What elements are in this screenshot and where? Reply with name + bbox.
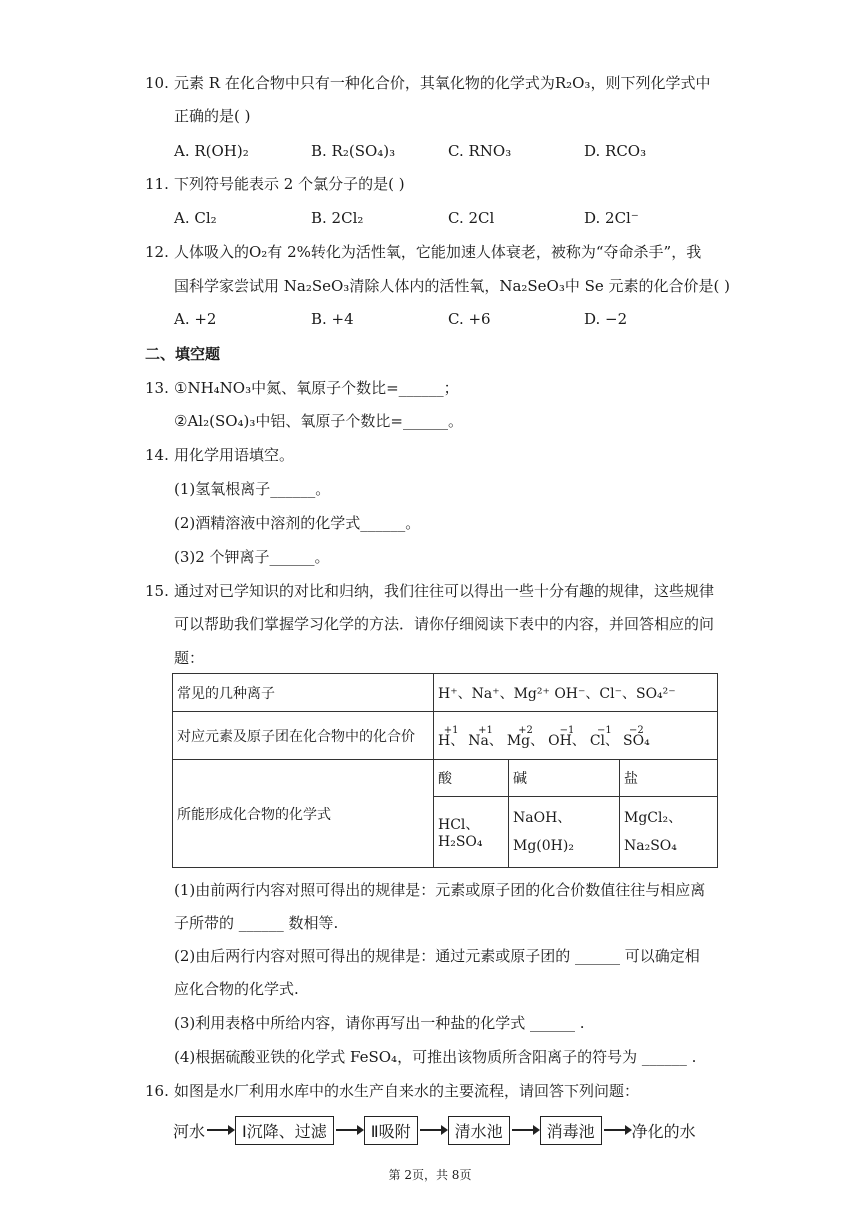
question-text: 如图是水厂利用水库中的水生产自来水的主要流程，请回答下列问题： — [174, 1082, 640, 1100]
question-text: 国科学家尝试用 Na₂SeO₃清除人体内的活性氧，Na₂SeO₃中 Se 元素的化合价是( ) — [174, 277, 731, 295]
table-label: 所能形成化合物的化学式 — [173, 760, 434, 868]
question-text: ②Al₂(SO₄)₃中铝、氧原子个数比=______。 — [174, 412, 463, 430]
flow-step: Ⅱ吸附 — [364, 1116, 418, 1145]
water-process-diagram — [173, 1114, 696, 1146]
sub-question: 子所带的 ______ 数相等. — [174, 914, 339, 932]
sub-question: (1)由前两行内容对照可得出的规律是：元素或原子团的化合价数值往往与相应离 — [174, 881, 706, 899]
arrow-icon — [420, 1129, 446, 1131]
sub-question: 应化合物的化学式. — [174, 980, 299, 998]
question-text: 通过对已学知识的对比和归纳，我们往往可以得出一些十分有趣的规律，这些规律 — [174, 582, 715, 600]
valence-mg: +2 Mg、 — [506, 724, 545, 749]
option-c: C. 2Cl — [448, 209, 495, 227]
option-c: C. +6 — [448, 310, 491, 328]
valence-so4: −2 SO₄ — [623, 724, 650, 749]
question-text: 元素 R 在化合物中只有一种化合价，其氧化物的化学式为R₂O₃，则下列化学式中 — [174, 74, 711, 92]
valence-oh: −1 OH、 — [548, 724, 586, 749]
valence-h: +1 H、 — [438, 724, 465, 749]
question-number: 11. — [145, 175, 169, 193]
question-text: 下列符号能表示 2 个氯分子的是( ) — [174, 175, 405, 193]
arrow-icon — [604, 1129, 630, 1131]
acid-header: 酸 — [434, 760, 509, 797]
page-footer: 第 2页，共 8页 — [388, 1168, 472, 1182]
option-d: D. 2Cl⁻ — [584, 209, 639, 227]
question-number: 12. — [145, 243, 169, 261]
arrow-icon — [207, 1129, 233, 1131]
table-label: 对应元素及原子团在化合物中的化合价 — [173, 712, 434, 760]
question-number: 16. — [145, 1082, 169, 1100]
base-value: NaOH、 Mg(0H)₂ — [509, 797, 620, 868]
option-d: D. −2 — [584, 310, 628, 328]
flow-step: 消毒池 — [540, 1116, 602, 1145]
flow-step: Ⅰ沉降、过滤 — [235, 1116, 334, 1145]
sub-question: (1)氢氧根离子______。 — [174, 480, 331, 498]
question-text: 人体吸入的O₂有 2%转化为活性氧，它能加速人体衰老，被称为“夺命杀手”，我 — [174, 243, 702, 261]
salt-value: MgCl₂、 Na₂SO₄ — [620, 797, 718, 868]
flow-start: 河水 — [173, 1121, 206, 1141]
option-b: B. R₂(SO₄)₃ — [311, 142, 396, 160]
sub-question: (3)2 个钾离子______。 — [174, 548, 330, 566]
section-heading: 二、填空题 — [145, 345, 221, 363]
sub-question: (2)由后两行内容对照可得出的规律是：通过元素或原子团的 ______ 可以确定相 — [174, 947, 700, 965]
base-header: 碱 — [509, 760, 620, 797]
question-text: 用化学用语填空。 — [174, 446, 295, 464]
valence-na: +1 Na、 — [468, 724, 503, 749]
question-text: 正确的是( ) — [174, 107, 251, 125]
question-number: 13. — [145, 379, 169, 397]
option-a: A. Cl₂ — [174, 209, 217, 227]
flow-end: 净化的水 — [631, 1121, 696, 1141]
salt-header: 盐 — [620, 760, 718, 797]
question-text: 题： — [174, 649, 205, 667]
sub-question: (3)利用表格中所给内容，请你再写出一种盐的化学式 ______ . — [174, 1014, 585, 1032]
question-number: 14. — [145, 446, 169, 464]
option-b: B. 2Cl₂ — [311, 209, 364, 227]
valence-cl: −1 Cl、 — [589, 724, 620, 749]
arrow-icon — [512, 1129, 538, 1131]
table-label: 常见的几种离子 — [173, 674, 434, 712]
table-cell: H⁺、Na⁺、Mg²⁺ OH⁻、Cl⁻、SO₄²⁻ — [434, 674, 718, 712]
option-a: A. R(OH)₂ — [174, 142, 249, 160]
valence-cell — [434, 712, 718, 760]
option-c: C. RNO₃ — [448, 142, 512, 160]
option-b: B. +4 — [311, 310, 354, 328]
acid-value: HCl、H₂SO₄ — [434, 797, 509, 868]
option-a: A. +2 — [174, 310, 217, 328]
question-text: ①NH₄NO₃中氮、氧原子个数比=______； — [174, 379, 459, 397]
flow-step: 清水池 — [448, 1116, 510, 1145]
sub-question: (2)酒精溶液中溶剂的化学式______。 — [174, 514, 421, 532]
question-text: 可以帮助我们掌握学习化学的方法．请你仔细阅读下表中的内容，并回答相应的问 — [174, 615, 715, 633]
question-number: 15. — [145, 582, 169, 600]
question-number: 10. — [145, 74, 169, 92]
ion-table — [172, 673, 718, 868]
arrow-icon — [336, 1129, 362, 1131]
option-d: D. RCO₃ — [584, 142, 647, 160]
sub-question: (4)根据硫酸亚铁的化学式 FeSO₄，可推出该物质所含阳离子的符号为 ______ . — [174, 1048, 697, 1066]
